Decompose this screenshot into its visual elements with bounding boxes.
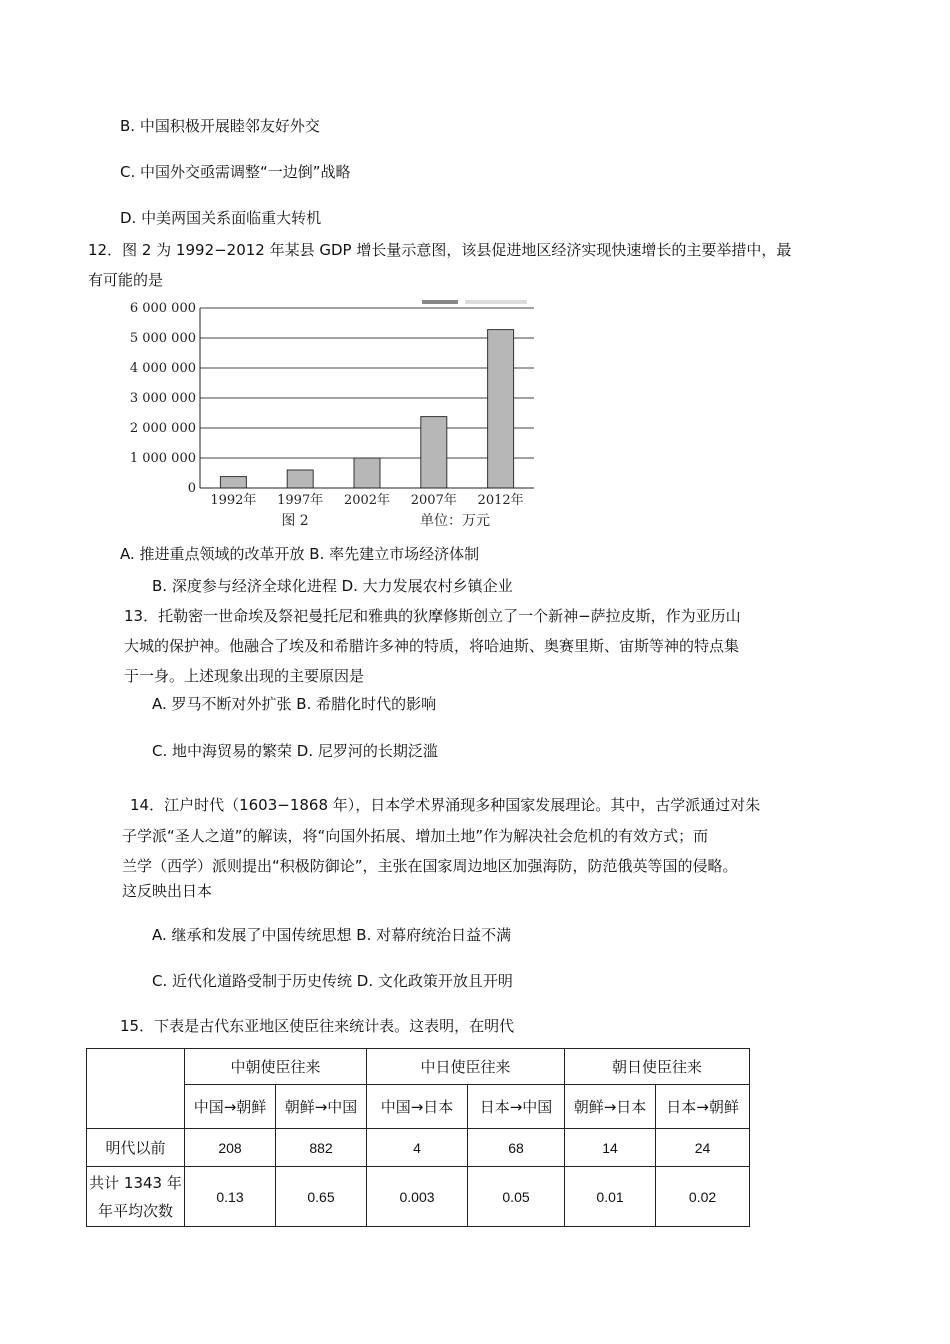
y-tick-label: 5 000 000 [129,331,196,346]
bar-1997年 [287,470,313,488]
bar-1992年 [220,477,246,488]
table-cell: 0.65 [276,1167,367,1227]
direction-header: 中国→朝鲜 [185,1085,276,1129]
table-cell: 0.05 [468,1167,565,1227]
group-korea-japan: 朝日使臣往来 [565,1049,750,1085]
table-row [87,1129,750,1167]
q12-options-ab: A. 推进重点领域的改革开放 B. 率先建立市场经济体制 [120,545,480,563]
q14-stem-line4: 这反映出日本 [122,882,213,900]
y-tick-label: 3 000 000 [129,391,196,406]
q14-stem-line2: 子学派“圣人之道”的解读，将“向国外拓展、增加土地”作为解决社会危机的有效方式；而 [122,827,709,845]
direction-header: 中国→日本 [367,1085,468,1129]
bar-2007年 [421,417,447,488]
bar-2012年 [488,330,514,488]
row-label [87,1167,185,1227]
row-label-line1: 共计 1343 年 [89,1173,182,1192]
table-cell: 14 [565,1129,656,1167]
table-row [87,1167,750,1227]
q12-stem-line2: 有可能的是 [88,271,164,289]
y-tick-label: 1 000 000 [129,451,196,466]
table-cell: 68 [468,1129,565,1167]
table-header-row [87,1049,750,1085]
legend-label-faded [465,300,527,304]
y-tick-label: 2 000 000 [129,421,196,436]
q11-option-b: B. 中国积极开展睦邻友好外交 [120,117,320,135]
q13-stem-line2: 大城的保护神。他融合了埃及和希腊许多神的特质，将哈迪斯、奥赛里斯、宙斯等神的特点集 [124,637,740,655]
legend-swatch [422,300,458,304]
group-china-japan: 中日使臣往来 [367,1049,565,1085]
chart-caption: 图 2 [281,513,309,529]
group-china-korea: 中朝使臣往来 [185,1049,367,1085]
q15-stem: 15．下表是古代东亚地区使臣往来统计表。这表明，在明代 [120,1017,515,1035]
q14-options-ab: A. 继承和发展了中国传统思想 B. 对幕府统治日益不满 [152,926,512,944]
envoy-statistics-table [86,1048,750,1227]
y-tick-label: 4 000 000 [129,361,196,376]
q13-options-cd: C. 地中海贸易的繁荣 D. 尼罗河的长期泛滥 [152,742,438,760]
x-tick-label: 2002年 [343,493,391,508]
row-label: 明代以前 [87,1129,185,1167]
q13-stem-line1: 13．托勒密一世命埃及祭祀曼托尼和雅典的狄摩修斯创立了一个新神−萨拉皮斯，作为亚历山 [124,607,741,625]
direction-header: 日本→中国 [468,1085,565,1129]
q12-stem-line1: 12．图 2 为 1992−2012 年某县 GDP 增长量示意图，该县促进地区经济实现快速增长的主要举措中，最 [88,241,792,259]
chart-unit: 单位：万元 [420,513,490,529]
table-cell: 208 [185,1129,276,1167]
direction-header: 朝鲜→日本 [565,1085,656,1129]
q14-stem-line1: 14．江户时代（1603−1868 年），日本学术界涌现多种国家发展理论。其中，古学派通过对朱 [130,796,761,814]
q12-options-cd: B. 深度参与经济全球化进程 D. 大力发展农村乡镇企业 [152,577,513,595]
table-cell: 24 [656,1129,750,1167]
x-tick-label: 2007年 [410,493,457,508]
row-label-line2: 年平均次数 [97,1201,173,1220]
x-tick-label: 2012年 [477,493,524,508]
q14-options-cd: C. 近代化道路受制于历史传统 D. 文化政策开放且开明 [152,972,513,990]
direction-header: 日本→朝鲜 [656,1085,750,1129]
table-direction-row [87,1085,750,1129]
q14-stem-line3: 兰学（西学）派则提出“积极防御论”，主张在国家周边地区加强海防，防范俄英等国的侵略。 [122,857,738,875]
x-tick-label: 1997年 [277,493,324,508]
y-tick-label: 0 [187,481,196,496]
q11-option-d: D. 中美两国关系面临重大转机 [120,209,322,227]
q13-options-ab: A. 罗马不断对外扩张 B. 希腊化时代的影响 [152,695,437,713]
q11-option-c: C. 中国外交亟需调整“一边倒”战略 [120,163,351,181]
gdp-bar-chart [110,294,550,530]
table-cell: 0.13 [185,1167,276,1227]
table-cell: 0.01 [565,1167,656,1227]
x-tick-label: 1992年 [210,493,257,508]
bar-2002年 [354,458,380,488]
table-cell: 0.003 [367,1167,468,1227]
table-corner-cell [87,1049,185,1129]
q13-stem-line3: 于一身。上述现象出现的主要原因是 [124,667,365,685]
table-cell: 0.02 [656,1167,750,1227]
direction-header: 朝鲜→中国 [276,1085,367,1129]
table-cell: 882 [276,1129,367,1167]
y-tick-label: 6 000 000 [129,301,196,316]
table-cell: 4 [367,1129,468,1167]
